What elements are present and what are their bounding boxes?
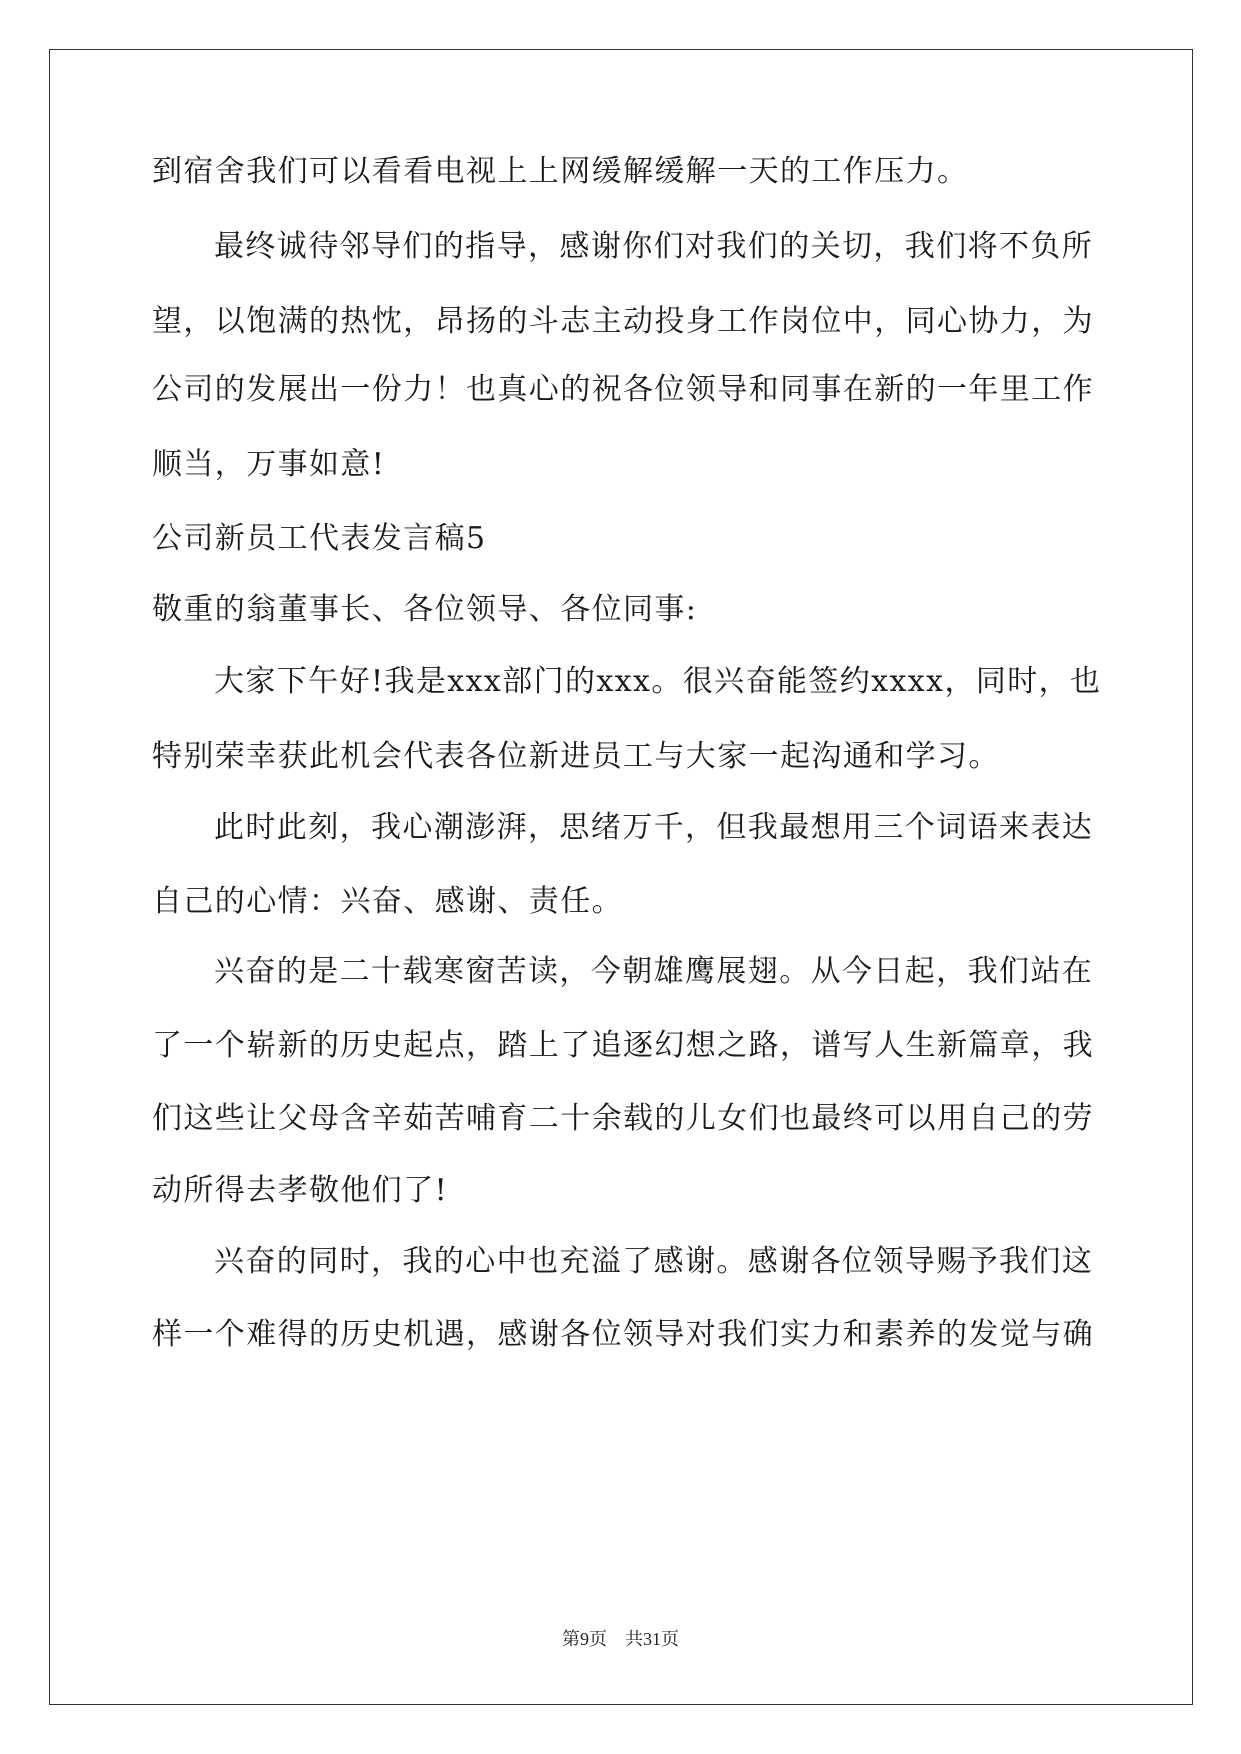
text-line: 望，以饱满的热忱，昂扬的斗志主动投身工作岗位中，同心协力，为 [152,304,1094,339]
text-line: 到宿舍我们可以看看电视上上网缓解缓解一天的工作压力。 [152,154,969,189]
page-border [49,49,1193,1705]
text-line: 样一个难得的历史机遇，感谢各位领导对我们实力和素养的发觉与确 [152,1317,1094,1352]
text-line: 最终诚待邻导们的指导，感谢你们对我们的关切，我们将不负所 [214,229,1094,264]
text-line: 兴奋的同时，我的心中也充溢了感谢。感谢各位领导赐予我们这 [214,1244,1094,1279]
text-line: 动所得去孝敬他们了! [152,1173,449,1208]
text-line: 自己的心情：兴奋、感谢、责任。 [152,884,623,919]
text-line: 们这些让父母含辛茹苦哺育二十余载的儿女们也最终可以用自己的劳 [152,1101,1094,1136]
text-line: 此时此刻，我心潮澎湃，思绪万千，但我最想用三个词语来表达 [214,810,1094,845]
text-line: 了一个崭新的历史起点，踏上了追逐幻想之路，谱写人生新篇章，我 [152,1028,1094,1063]
section-heading: 公司新员工代表发言稿5 [152,521,487,556]
text-line: 顺当，万事如意! [152,447,386,482]
text-line: 特别荣幸获此机会代表各位新进员工与大家一起沟通和学习。 [152,739,1000,774]
text-line: 公司的发展出一份力！也真心的祝各位领导和同事在新的一年里工作 [152,372,1094,407]
salutation: 敬重的翁董事长、各位领导、各位同事: [152,592,698,627]
text-line: 兴奋的是二十载寒窗苦读，今朝雄鹰展翅。从今日起，我们站在 [214,954,1094,989]
text-line: 大家下午好!我是xxx部门的xxx。很兴奋能签约xxxx，同时，也 [214,664,1102,699]
page-number-footer: 第9页 共31页 [562,1629,679,1649]
